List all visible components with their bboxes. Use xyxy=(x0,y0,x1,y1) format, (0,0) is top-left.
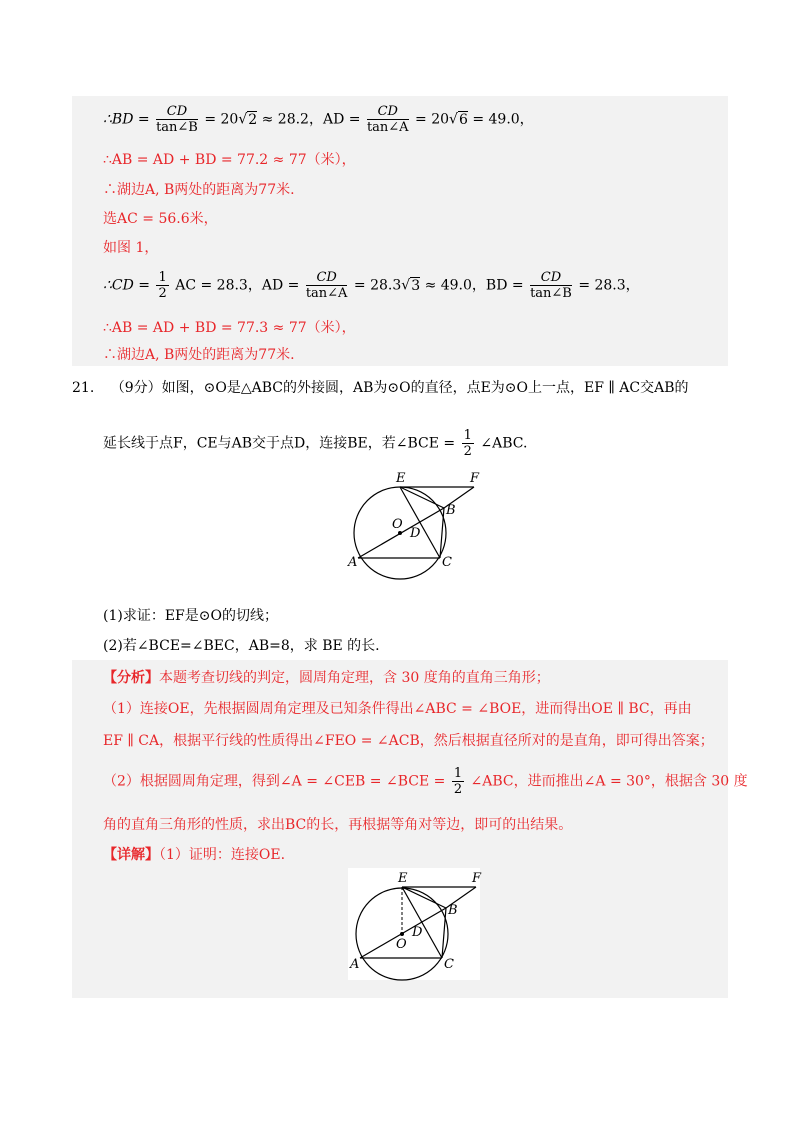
analysis-line-1: 【分析】本题考查切线的判定，圆周角定理，含 30 度角的直角三角形； xyxy=(103,670,550,686)
analysis-line-2: （1）连接OE，先根据圆周角定理及已知条件得出∠ABC = ∠BOE，进而得出OE ∥ BC，再由 xyxy=(103,701,692,717)
question-line-2: 延长线于点F，CE与AB交于点D，连接BE，若∠BCE = $\frac{1}{2}$ ∠ABC. xyxy=(103,428,528,459)
label2-A: A xyxy=(350,957,360,972)
label2-O: O xyxy=(396,937,407,952)
top-line-7: ∴AB = AD + BD = 77.3 ≈ 77（米）， xyxy=(103,320,356,336)
top-line-4: 选AC = 56.6米， xyxy=(103,211,218,227)
label-F: F xyxy=(470,471,480,486)
geometry-figure-2 xyxy=(348,868,480,980)
label2-B: B xyxy=(448,903,458,918)
top-line-1: ∴BD = $\frac{CD}{\tan\angle B}$ = 20√2 ≈ 28.2，AD = $\frac{CD}{\tan\angle A}$ = 20√6 = 49.0， xyxy=(103,104,534,135)
label-C: C xyxy=(442,555,452,570)
top-line-3: ∴湖边A, B两处的距离为77米. xyxy=(103,182,295,198)
top-line-5: 如图 1， xyxy=(103,240,159,256)
label2-F: F xyxy=(472,871,482,886)
top-line-2: ∴AB = AD + BD = 77.2 ≈ 77（米）， xyxy=(103,152,356,168)
detail-line: 【详解】（1）证明：连接OE. xyxy=(103,847,286,863)
analysis-line-3: EF ∥ CA，根据平行线的性质得出∠FEO = ∠ACB，然后根据直径所对的是直角，即可得出答案； xyxy=(103,733,714,749)
label2-D: D xyxy=(412,925,423,940)
detail-tag: 【详解】 xyxy=(103,847,159,863)
label2-C: C xyxy=(444,957,454,972)
analysis-tag: 【分析】 xyxy=(103,670,159,686)
top-line-8: ∴湖边A, B两处的距离为77米. xyxy=(103,347,295,363)
label2-E: E xyxy=(398,871,408,886)
label-B: B xyxy=(446,503,456,518)
analysis-line-5: 角的直角三角形的性质，求出BC的长，再根据等角对等边，即可的出结果。 xyxy=(103,817,573,833)
question-line-1 xyxy=(72,378,689,398)
label-D: D xyxy=(410,526,421,541)
sub-question-2: (2)若∠BCE=∠BEC，AB=8，求 BE 的长. xyxy=(103,638,380,654)
label-A: A xyxy=(348,555,358,570)
sub-question-1: (1)求证：EF是⊙O的切线； xyxy=(103,608,278,624)
geometry-figure xyxy=(340,468,480,578)
question-text-1: （9分）如图，⊙O是△ABC的外接圆，AB为⊙O的直径，点E为⊙O上一点，EF ∥ AC交AB的 xyxy=(110,380,689,396)
label-O: O xyxy=(392,517,403,532)
top-line-6: ∴CD = $\frac{1}{2}$ AC = 28.3，AD = $\frac{CD}{\tan\angle A}$ = 28.3√3 ≈ 49.0，BD = $\frac{CD}{\tan\angle B}$ = 28.3， xyxy=(103,270,640,301)
label-E: E xyxy=(396,471,406,486)
analysis-line-4: （2）根据圆周角定理，得到∠A = ∠CEB = ∠BCE = $\frac{1}{2}$ ∠ABC，进而推出∠A = 30°，根据含 30 度 xyxy=(103,766,748,797)
question-number: 21. xyxy=(72,380,95,396)
